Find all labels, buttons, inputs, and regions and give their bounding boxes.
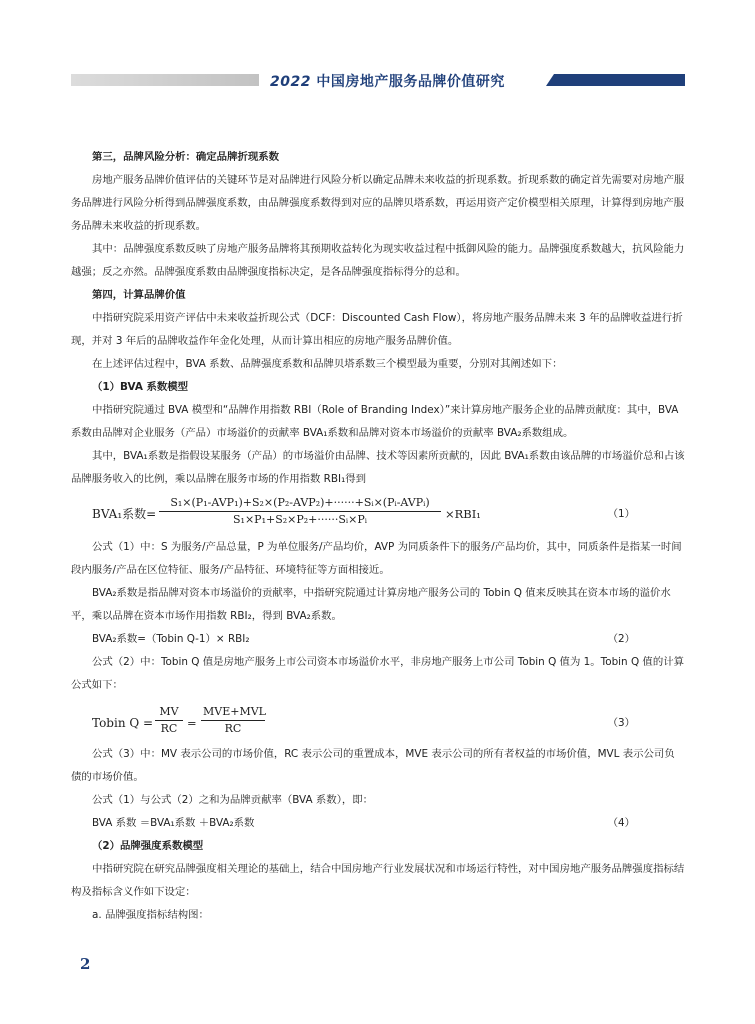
paragraph-value-1: 中指研究院采用资产评估中未来收益折现公式（DCF：Discounted Cash Flow），将房地产服务品牌未来 3 年的品牌收益进行折现，并对 3 年后的品牌收益作年金化处理，从而计算出相应的房地产服务品牌价值。 (71, 312, 683, 347)
formula-1-fraction (159, 495, 441, 528)
paragraph-strength-a: a. 品牌强度指标结构图： (92, 909, 209, 921)
formula-3-lhs: Tobin Q = (92, 716, 154, 730)
paragraph-bva-2: 其中，BVA₁系数是指假设某服务（产品）的市场溢价由品牌、技术等因素所贡献的，因此 BVA₁系数由该品牌的市场溢价总和占该品牌服务收入的比例，乘以品牌在服务市场的作用指数 RBI₁得到 (71, 450, 685, 485)
formula-3-frac1-num: MV (155, 704, 183, 721)
header-decor-bar-left (71, 74, 259, 86)
paragraph-bva2: BVA₂系数是指品牌对资本市场溢价的贡献率，中指研究院通过计算房地产服务公司的 Tobin Q 值来反映其在资本市场的溢价水平，乘以品牌在资本市场作用指数 RBI₂，得到 BVA₂系数。 (71, 587, 671, 622)
formula-3-frac1-den: RC (160, 722, 178, 735)
formula-1-lhs: BVA₁系数= (92, 507, 157, 521)
formula-1-denominator: S₁×P₁+S₂×P₂+······Sᵢ×Pᵢ (233, 513, 367, 526)
formula-3-equals: = (187, 716, 197, 730)
formula-3-fraction-1 (155, 704, 183, 737)
formula-3-fraction-2 (201, 704, 265, 737)
formula-3 (71, 701, 685, 741)
formula-1-tail: ×RBI₁ (445, 507, 481, 521)
paragraph-value-2: 在上述评估过程中，BVA 系数、品牌强度系数和品牌贝塔系数三个模型最为重要，分别对其阐述如下： (92, 358, 563, 370)
formula-3-frac2-num: MVE+MVL (201, 704, 265, 721)
section-heading-risk: 第三，品牌风险分析：确定品牌折现系数 (92, 151, 280, 163)
formula-3-number: （3） (607, 717, 635, 729)
paragraph-formula-3-explain: 公式（3）中：MV 表示公司的市场价值，RC 表示公司的重置成本，MVE 表示公司的所有者权益的市场价值，MVL 表示公司负债的市场价值。 (71, 748, 675, 783)
formula-1-numerator: S₁×(P₁-AVP₁)+S₂×(P₂-AVP₂)+······+Sᵢ×(Pᵢ-AVPᵢ) (159, 495, 441, 512)
formula-1-number: （1） (607, 508, 635, 520)
paragraph-strength: 中指研究院在研究品牌强度相关理论的基础上，结合中国房地产行业发展状况和市场运行特性，对中国房地产服务品牌强度指标结构及指标含义作如下设定： (71, 863, 685, 898)
header-year: 2022 (270, 74, 311, 90)
header-title-text: 中国房地产服务品牌价值研究 (316, 74, 505, 90)
paragraph-formula-1-explain: 公式（1）中：S 为服务/产品总量，P 为单位服务/产品均价，AVP 为同质条件下的服务/产品均价，其中，同质条件是指某一时间段内服务/产品在区位特征、服务/产品特征、环境特征等方面相接近。 (71, 541, 682, 576)
formula-4 (71, 812, 685, 835)
page-number: 2 (80, 955, 91, 973)
formula-4-number: （4） (607, 817, 635, 829)
formula-1 (71, 493, 685, 533)
formula-2 (71, 628, 685, 651)
paragraph-risk-2: 其中：品牌强度系数反映了房地产服务品牌将其预期收益转化为现实收益过程中抵御风险的能力。品牌强度系数越大，抗风险能力越强；反之亦然。品牌强度系数由品牌强度指标决定，是各品牌强度指标得分的总和。 (71, 243, 685, 278)
formula-4-text: BVA 系数 ＝BVA₁系数 ＋BVA₂系数 (92, 817, 255, 829)
page-body (71, 146, 685, 927)
header-decor-bar-right (546, 74, 685, 86)
header-title (270, 71, 505, 91)
paragraph-risk-1: 房地产服务品牌价值评估的关键环节是对品牌进行风险分析以确定品牌未来收益的折现系数。折现系数的确定首先需要对房地产服务品牌进行风险分析得到品牌强度系数，由品牌强度系数得到对应的品牌贝塔系数，再运用资产定价模型相关原理，计算得到房地产服务品牌未来收益的折现系数。 (71, 174, 685, 232)
paragraph-sum: 公式（1）与公式（2）之和为品牌贡献率（BVA 系数），即： (92, 794, 374, 806)
section-heading-strength: （2）品牌强度系数模型 (92, 840, 204, 852)
paragraph-formula-2-explain: 公式（2）中：Tobin Q 值是房地产服务上市公司资本市场溢价水平，非房地产服务上市公司 Tobin Q 值为 1。Tobin Q 值的计算公式如下： (71, 656, 684, 691)
section-heading-bva: （1）BVA 系数模型 (92, 381, 189, 393)
formula-2-text: BVA₂系数=（Tobin Q-1）× RBI₂ (92, 633, 250, 645)
section-heading-value: 第四，计算品牌价值 (92, 289, 186, 301)
formula-3-frac2-den: RC (224, 722, 242, 735)
paragraph-bva-1: 中指研究院通过 BVA 模型和“品牌作用指数 RBI（Role of Branding Index）”来计算房地产服务企业的品牌贡献度：其中，BVA 系数由品牌对企业服务（产品）市场溢价的贡献率 BVA₁系数和品牌对资本市场溢价的贡献率 BVA₂系数组成。 (71, 404, 679, 439)
formula-2-number: （2） (607, 633, 635, 645)
